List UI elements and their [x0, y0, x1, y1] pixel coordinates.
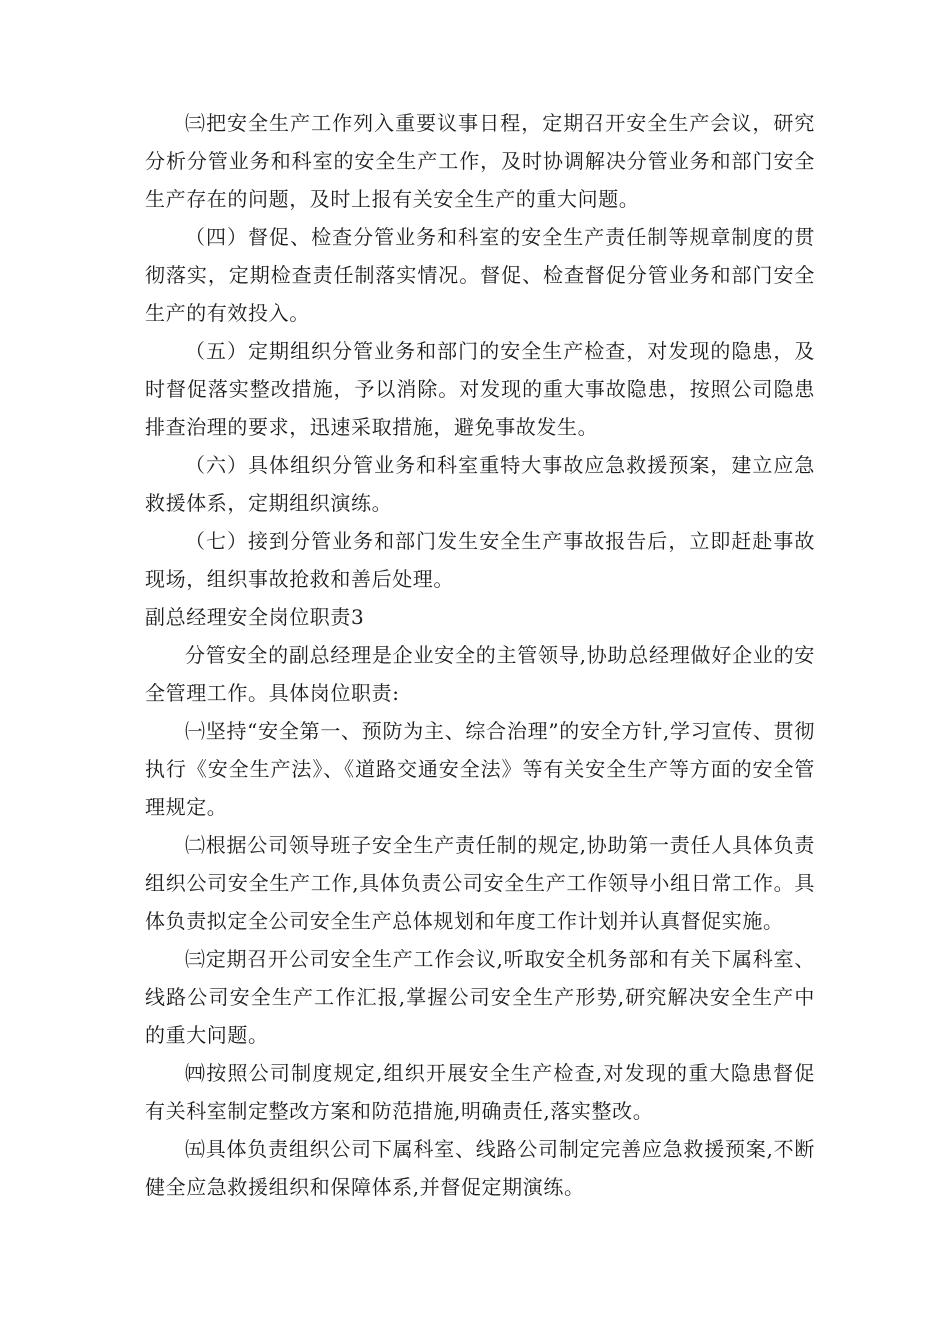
document-body [145, 104, 815, 1206]
paragraph-item-4: （四）督促、检查分管业务和科室的安全生产责任制等规章制度的贯彻落实，定期检查责任制落实情况。督促、检查督促分管业务和部门安全生产的有效投入。 [145, 225, 815, 325]
paragraph-item-5: （五）定期组织分管业务和部门的安全生产检查，对发现的隐患，及时督促落实整改措施，予以消除。对发现的重大事故隐患，按照公司隐患排查治理的要求，迅速采取措施，避免事故发生。 [145, 339, 815, 439]
duty-item-2: ㈡根据公司领导班子安全生产责任制的规定,协助第一责任人具体负责组织公司安全生产工作,具体负责公司安全生产工作领导小组日常工作。具体负责拟定全公司安全生产总体规划和年度工作计划并认真督促实施。 [145, 833, 815, 933]
duty-item-3: ㈢定期召开公司安全生产工作会议,听取安全机务部和有关下属科室、线路公司安全生产工作汇报,掌握公司安全生产形势,研究解决安全生产中的重大问题。 [145, 947, 815, 1047]
paragraph-item-7: （七）接到分管业务和部门发生安全生产事故报告后，立即赶赴事故现场，组织事故抢救和善后处理。 [145, 529, 815, 591]
paragraph-item-6: （六）具体组织分管业务和科室重特大事故应急救援预案，建立应急救援体系，定期组织演练。 [145, 453, 815, 515]
paragraph-item-3: ㈢把安全生产工作列入重要议事日程，定期召开安全生产会议，研究分析分管业务和科室的安全生产工作，及时协调解决分管业务和部门安全生产存在的问题，及时上报有关安全生产的重大问题。 [145, 111, 815, 211]
section-heading: 副总经理安全岗位职责3 [145, 605, 365, 629]
intro-paragraph: 分管安全的副总经理是企业安全的主管领导,协助总经理做好企业的安全管理工作。具体岗位职责: [145, 643, 815, 705]
duty-item-5: ㈤具体负责组织公司下属科室、线路公司制定完善应急救援预案,不断健全应急救援组织和保障体系,并督促定期演练。 [145, 1137, 815, 1199]
duty-item-1: ㈠坚持“安全第一、预防为主、综合治理”的安全方针,学习宣传、贯彻执行《安全生产法》、《道路交通安全法》等有关安全生产等方面的安全管理规定。 [145, 719, 815, 819]
duty-item-4: ㈣按照公司制度规定,组织开展安全生产检查,对发现的重大隐患督促有关科室制定整改方案和防范措施,明确责任,落实整改。 [145, 1061, 815, 1123]
